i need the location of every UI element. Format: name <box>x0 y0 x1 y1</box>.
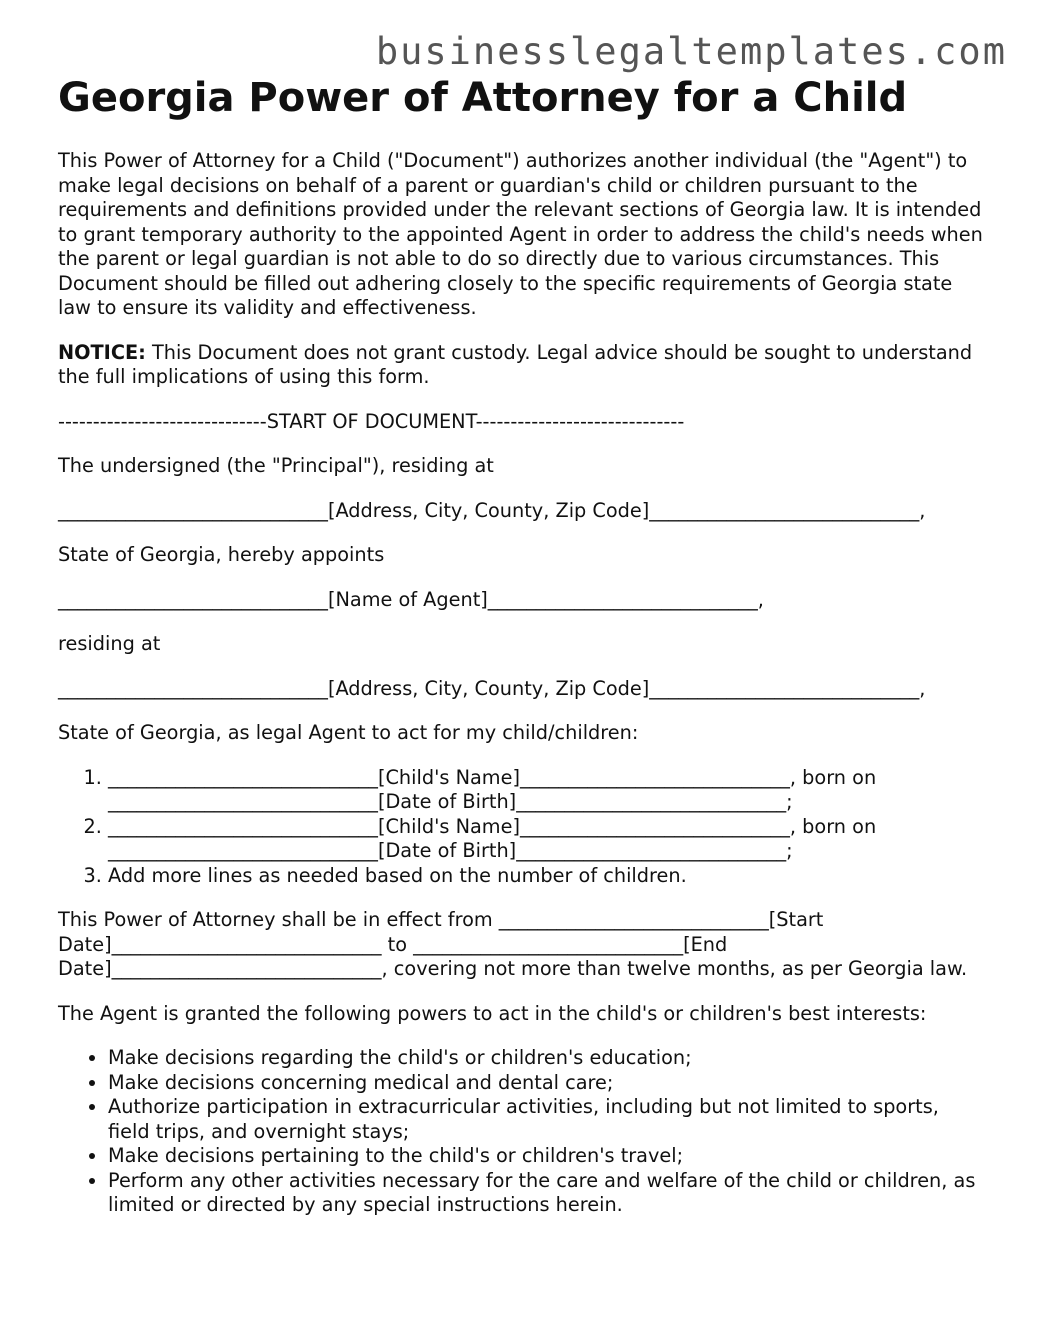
notice-paragraph <box>58 341 983 390</box>
powers-intro: The Agent is granted the following powers to act in the child's or children's best interests: <box>58 1001 927 1025</box>
agent-for-line: State of Georgia, as legal Agent to act for my child/children: <box>58 721 639 744</box>
agent-name-line: ____________________________[Name of Agent]____________________________, <box>58 587 764 611</box>
list-item: 3. Add more lines as needed based on the number of children. <box>108 864 983 889</box>
powers-list <box>58 1046 983 1218</box>
children-list <box>58 766 983 889</box>
document-body <box>58 72 983 1218</box>
principal-intro: The undersigned (the "Principal"), residing at <box>58 454 494 477</box>
site-watermark: businesslegaltemplates.com <box>375 30 1007 73</box>
agent-address-line: ____________________________[Address, City, County, Zip Code]____________________________, <box>58 676 926 700</box>
effective-dates-paragraph: This Power of Attorney shall be in effect from ____________________________[Start Date]____________________________ to ____________________________[End Date]____________________________, covering not more than twelve months, as per Georgia law. <box>58 908 968 980</box>
list-item: • Make decisions concerning medical and dental care; <box>108 1071 983 1096</box>
residing-at-line: residing at <box>58 632 161 655</box>
list-item: 1. ____________________________[Child's Name]____________________________, born on ____________________________[Date of Birth]____________________________; <box>108 766 983 815</box>
start-of-document-marker: ------------------------------START OF DOCUMENT------------------------------ <box>58 409 685 433</box>
notice-text: This Document does not grant custody. Legal advice should be sought to understand the full implications of using this form. <box>58 340 973 388</box>
page-title: Georgia Power of Attorney for a Child <box>58 75 908 121</box>
appoints-line: State of Georgia, hereby appoints <box>58 543 385 566</box>
list-item: 2. ____________________________[Child's Name]____________________________, born on ____________________________[Date of Birth]____________________________; <box>108 815 983 864</box>
list-item: • Make decisions regarding the child's or children's education; <box>108 1046 983 1071</box>
principal-address-line: ____________________________[Address, City, County, Zip Code]____________________________, <box>58 498 926 522</box>
list-item: • Authorize participation in extracurricular activities, including but not limited to sports, field trips, and overnight stays; <box>108 1095 983 1144</box>
list-item: • Perform any other activities necessary for the care and welfare of the child or children, as limited or directed by any special instructions herein. <box>108 1169 983 1218</box>
list-item: • Make decisions pertaining to the child's or children's travel; <box>108 1144 983 1169</box>
notice-label: NOTICE: <box>58 340 146 364</box>
intro-paragraph: This Power of Attorney for a Child ("Document") authorizes another individual (the "Agent") to make legal decisions on behalf of a parent or guardian's child or children pursuant to the requirements and definitions provided under the relevant sections of Georgia law. It is intended to grant temporary authority to the appointed Agent in order to address the child's needs when the parent or legal guardian is not able to do so directly due to various circumstances. This Document should be filled out adhering closely to the specific requirements of Georgia state law to ensure its validity and effectiveness. <box>58 149 983 319</box>
